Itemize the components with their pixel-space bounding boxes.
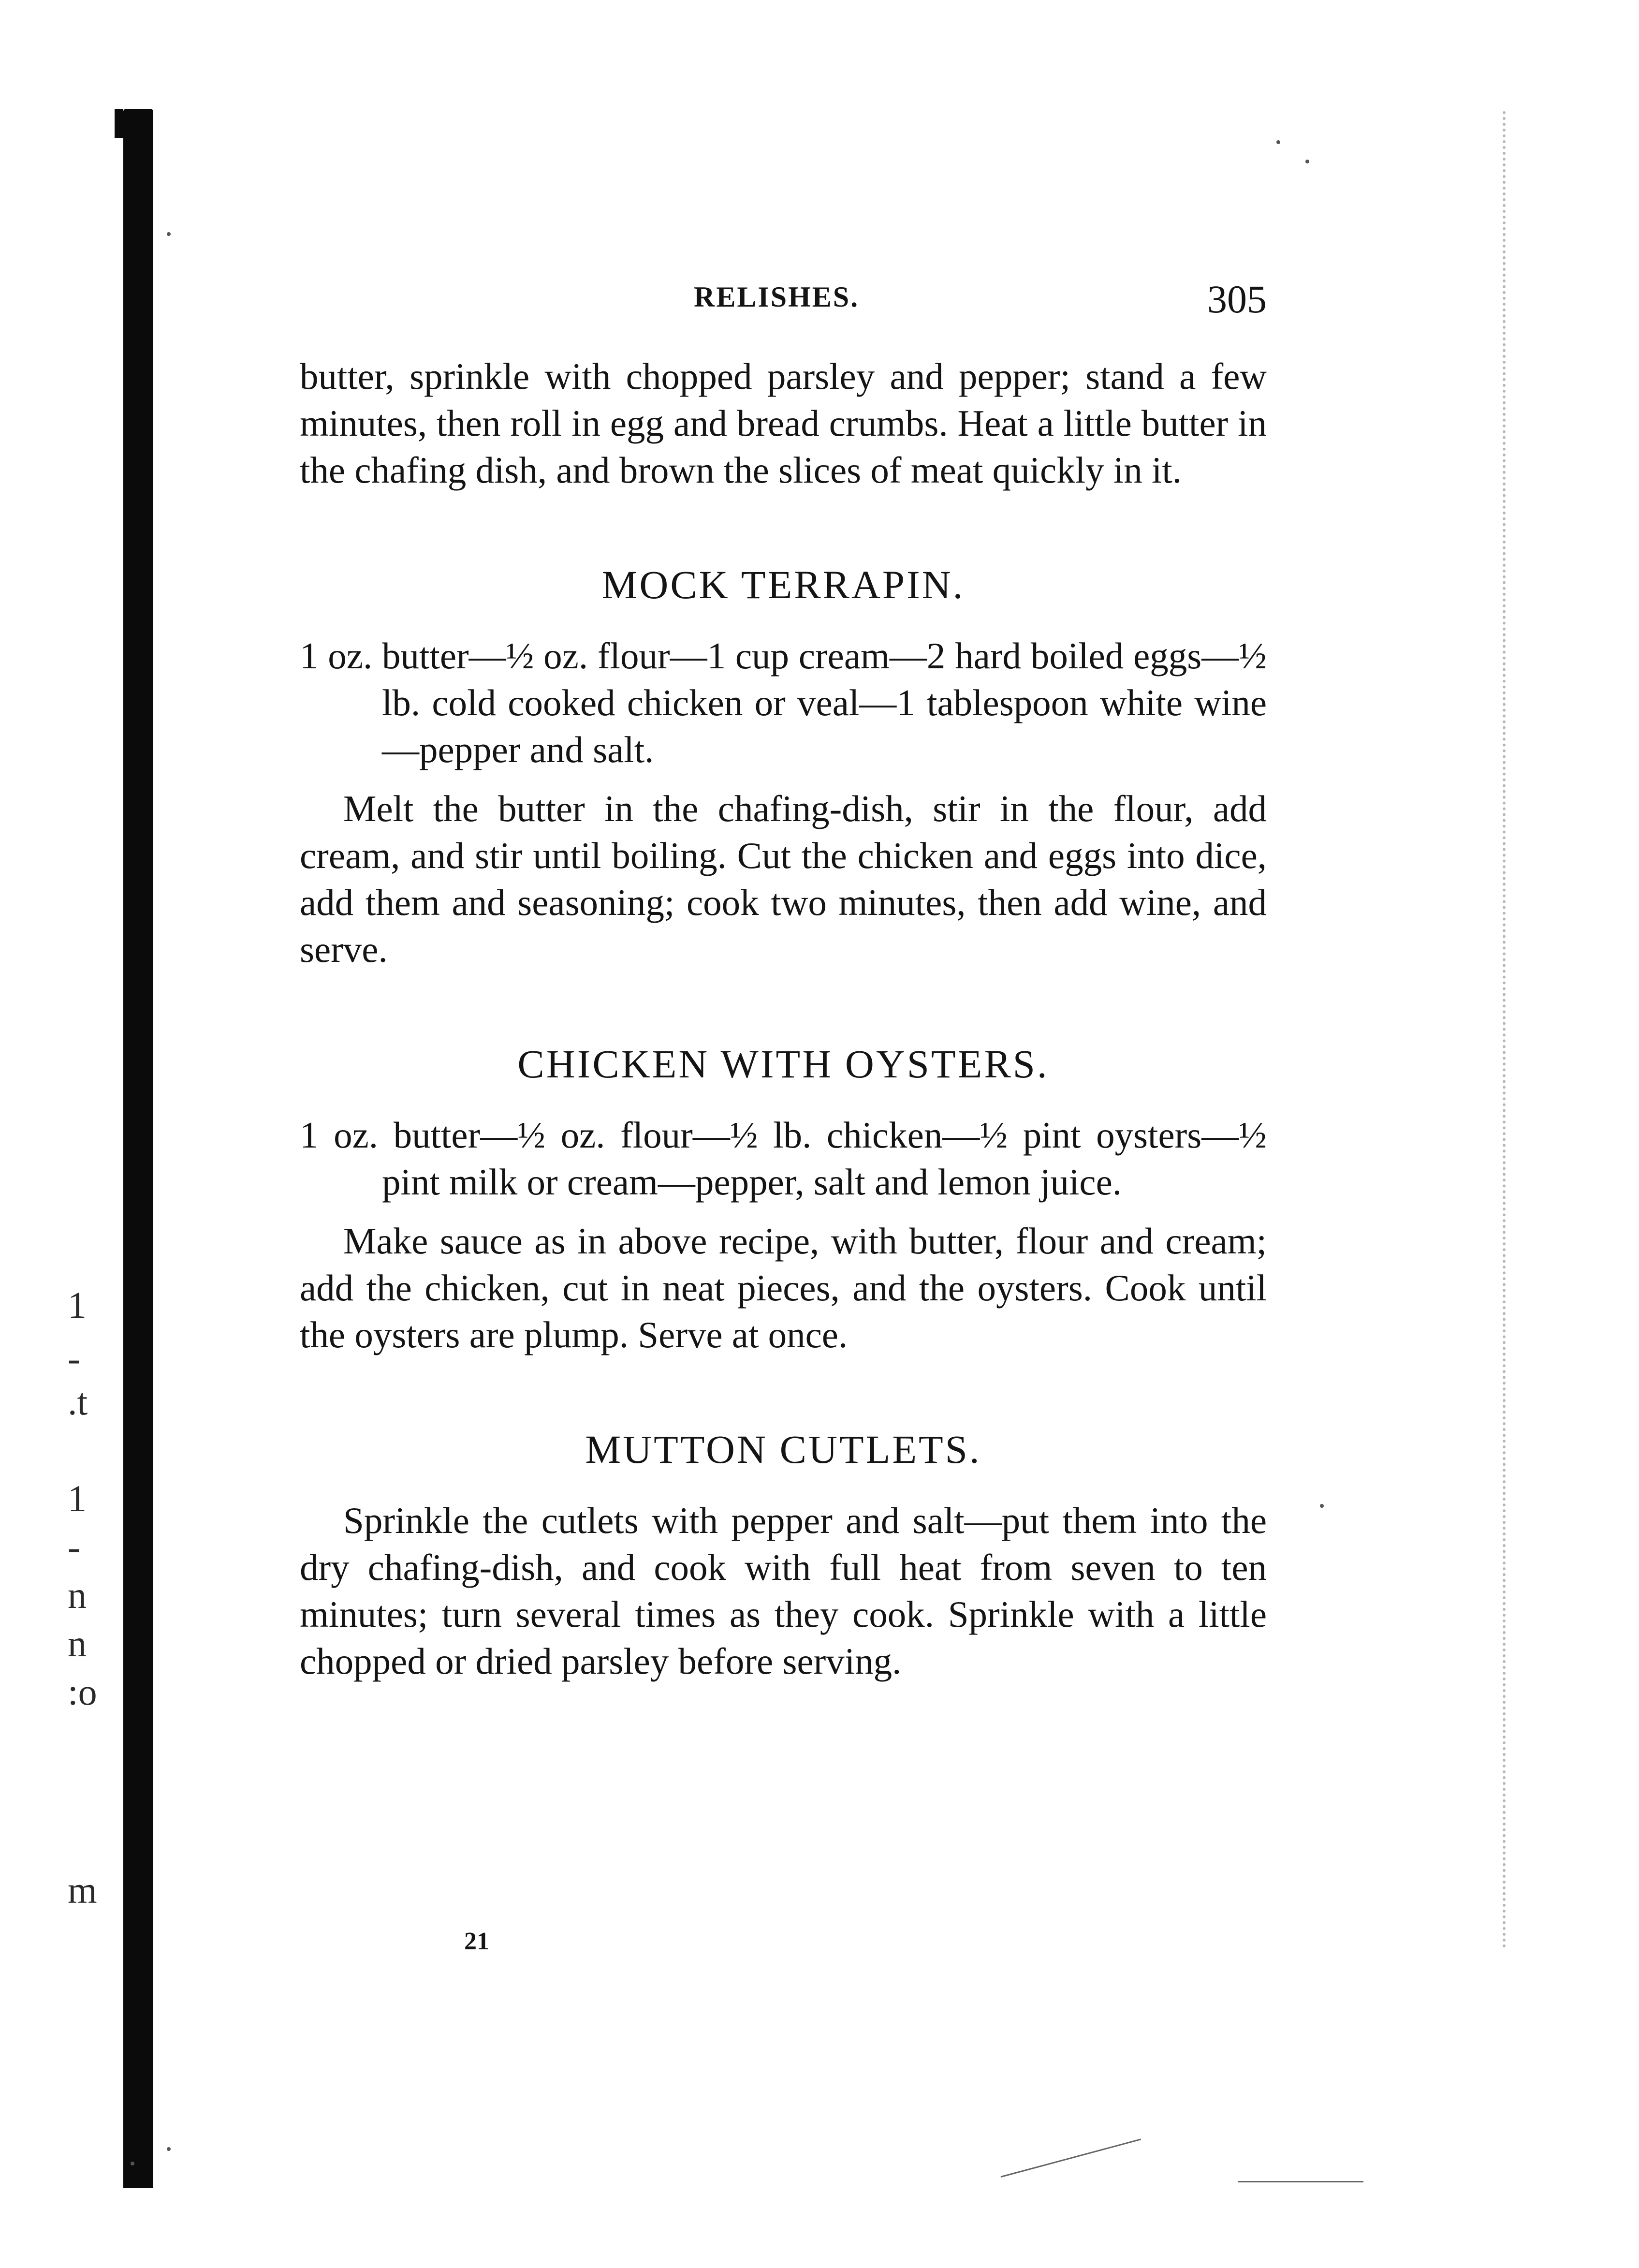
recipe-title: CHICKEN WITH OYSTERS. bbox=[517, 1042, 1049, 1086]
margin-fragment: - bbox=[68, 1526, 80, 1568]
scan-speck bbox=[167, 2147, 171, 2151]
scan-speck bbox=[1305, 160, 1309, 163]
scan-speck bbox=[1320, 1504, 1324, 1508]
recipe-title: MUTTON CUTLETS. bbox=[585, 1427, 981, 1472]
recipe-ingredients: 1 oz. butter—½ oz. flour—1 cup cream—2 hard boiled eggs—½ lb. cold cooked chicken or veal—1 tablespoon white wine—pepper and salt. bbox=[300, 635, 1267, 770]
margin-fragment: m bbox=[68, 1869, 97, 1911]
margin-fragment: 1 bbox=[68, 1284, 87, 1326]
margin-fragment: n bbox=[68, 1574, 87, 1616]
continuation-paragraph: butter, sprinkle with chopped parsley and pepper; stand a few minutes, then roll in egg and bread crumbs. Heat a little butter in the chafing dish, and brown the slices of meat quickly in it. bbox=[300, 355, 1267, 491]
recipe-title: MOCK TERRAPIN. bbox=[601, 562, 965, 607]
running-head bbox=[300, 277, 1267, 329]
scan-speck bbox=[1276, 140, 1280, 144]
running-head-title: RELISHES. bbox=[694, 281, 860, 313]
margin-fragment: .t bbox=[68, 1381, 88, 1423]
page-body bbox=[300, 353, 1267, 1685]
page-spine-shadow bbox=[123, 109, 153, 2188]
margin-fragment: 1 bbox=[68, 1477, 87, 1519]
recipe-method: Melt the butter in the chafing-dish, stir in the flour, add cream, and stir until boiling. Cut the chicken and eggs into dice, add them and seasoning; cook two minutes, then add wine, and serve. bbox=[300, 788, 1267, 970]
margin-fragment: :o bbox=[68, 1671, 97, 1713]
recipe-method: Sprinkle the cutlets with pepper and salt—put them into the dry chafing-dish, and cook with full heat from seven to ten minutes; turn several times as they cook. Sprinkle with a little chopped or dried parsley before serving. bbox=[300, 1500, 1267, 1682]
margin-fragment: n bbox=[68, 1622, 87, 1664]
right-page-edge bbox=[1503, 111, 1506, 1949]
signature-mark: 21 bbox=[464, 1928, 489, 1955]
page-number: 305 bbox=[1207, 277, 1267, 321]
recipe-ingredients: 1 oz. butter—½ oz. flour—½ lb. chicken—½ pint oysters—½ pint milk or cream—pepper, salt and lemon juice. bbox=[300, 1114, 1267, 1203]
scan-stroke bbox=[1238, 2181, 1363, 2182]
scan-speck bbox=[167, 232, 171, 236]
recipe-method: Make sauce as in above recipe, with butter, flour and cream; add the chicken, cut in neat pieces, and the oysters. Cook until the oysters are plump. Serve at once. bbox=[300, 1220, 1267, 1355]
scan-speck bbox=[131, 2162, 134, 2165]
scan-stroke bbox=[1001, 2138, 1141, 2178]
margin-fragment: - bbox=[68, 1337, 80, 1379]
